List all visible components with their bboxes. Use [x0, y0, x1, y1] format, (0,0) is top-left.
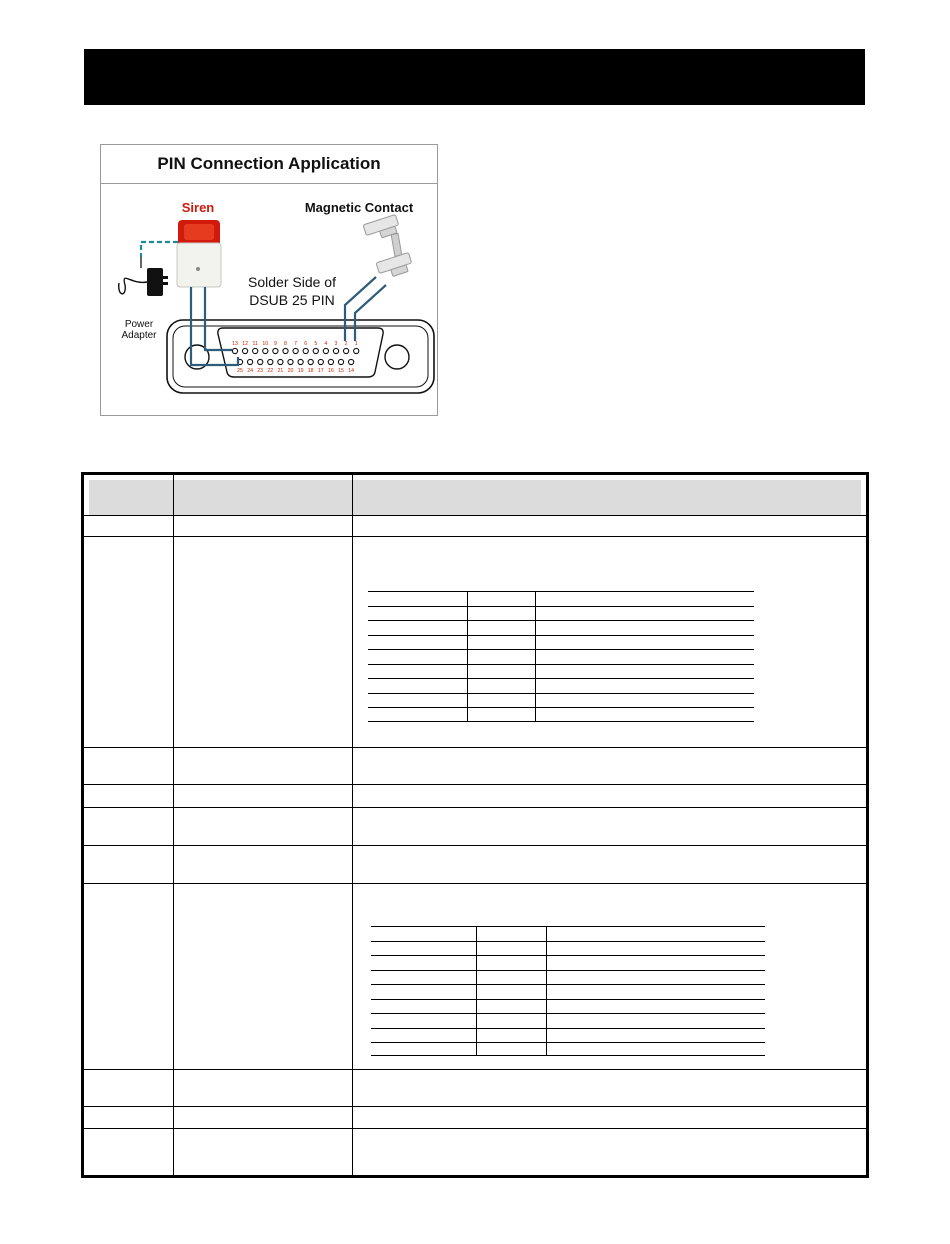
pin-number-18: 18	[307, 368, 314, 374]
row-divider	[84, 747, 866, 748]
pin-hole-20	[288, 359, 293, 364]
pin-number-1: 1	[354, 341, 358, 347]
solder-side-line2: DSUB 25 PIN	[249, 292, 335, 308]
pin-hole-22	[268, 359, 273, 364]
siren-icon	[177, 220, 221, 287]
siren-label: Siren	[181, 200, 215, 215]
pin-hole-19	[298, 359, 303, 364]
pin-hole-12	[243, 348, 248, 353]
pin-definition-table	[81, 472, 869, 1178]
row-divider	[84, 1128, 866, 1129]
pin-connection-diagram	[100, 144, 438, 416]
pin-hole-24	[248, 359, 253, 364]
row-divider	[84, 536, 866, 537]
pin-hole-18	[308, 359, 313, 364]
pin-hole-8	[283, 348, 288, 353]
pin-number-4: 4	[324, 341, 328, 347]
pin-hole-2	[344, 348, 349, 353]
pin-number-11: 11	[252, 341, 258, 347]
solder-side-line1: Solder Side of	[248, 274, 336, 290]
pin-number-15: 15	[338, 368, 344, 374]
pin-number-3: 3	[334, 341, 338, 347]
pin-hole-17	[318, 359, 323, 364]
magnetic-contact-label: Magnetic Contact	[304, 200, 414, 215]
siren-power-cable	[141, 242, 178, 257]
power-adapter-icon	[119, 257, 168, 296]
pin-number-9: 9	[273, 341, 277, 347]
header-bar	[84, 49, 865, 105]
pin-number-14: 14	[348, 368, 354, 374]
pin-number-17: 17	[317, 368, 324, 374]
pin-number-2: 2	[344, 341, 348, 347]
pin-number-8: 8	[284, 341, 287, 347]
row-divider	[84, 784, 866, 785]
pin-hole-9	[273, 348, 278, 353]
pin-number-5: 5	[314, 341, 318, 347]
inner-table-1	[368, 591, 754, 722]
table-header-row	[89, 480, 861, 515]
magnetic-contact-icon	[363, 214, 414, 280]
pin-hole-11	[253, 348, 258, 353]
pin-hole-14	[349, 359, 354, 364]
power-adapter-line2: Adapter	[121, 330, 157, 341]
pin-hole-16	[328, 359, 333, 364]
pin-number-16: 16	[328, 368, 334, 374]
pin-hole-6	[303, 348, 308, 353]
pin-hole-3	[333, 348, 338, 353]
column-divider-2	[352, 475, 353, 1175]
pin-hole-5	[313, 348, 318, 353]
pin-number-24: 24	[247, 368, 253, 374]
row-divider	[84, 515, 866, 516]
pin-hole-21	[278, 359, 283, 364]
pin-number-23: 23	[257, 368, 264, 374]
column-divider-1	[173, 475, 174, 1175]
power-adapter-line1: Power	[124, 319, 154, 330]
inner-table-2	[371, 926, 765, 1056]
pin-hole-23	[258, 359, 263, 364]
row-divider	[84, 1069, 866, 1070]
row-divider	[84, 883, 866, 884]
pin-number-21: 21	[277, 368, 284, 374]
diagram-canvas	[101, 145, 439, 417]
pin-hole-7	[293, 348, 298, 353]
diagram-title: PIN Connection Application	[101, 145, 437, 184]
pin-hole-1	[354, 348, 359, 353]
row-divider	[84, 807, 866, 808]
dsub25-connector-icon	[167, 320, 434, 393]
pin-number-22: 22	[267, 368, 274, 374]
pin-number-6: 6	[304, 341, 308, 347]
pin-hole-4	[323, 348, 328, 353]
row-divider	[84, 845, 866, 846]
pin-number-20: 20	[287, 368, 294, 374]
pin-number-7: 7	[294, 341, 298, 347]
pin-number-19: 19	[297, 368, 304, 374]
pin-hole-10	[263, 348, 268, 353]
pin-hole-15	[338, 359, 343, 364]
pin-number-12: 12	[242, 341, 248, 347]
pin-hole-13	[232, 348, 237, 353]
row-divider	[84, 1106, 866, 1107]
pin-number-13: 13	[232, 341, 238, 347]
pin-number-25: 25	[237, 368, 243, 374]
pin-number-10: 10	[262, 341, 269, 347]
